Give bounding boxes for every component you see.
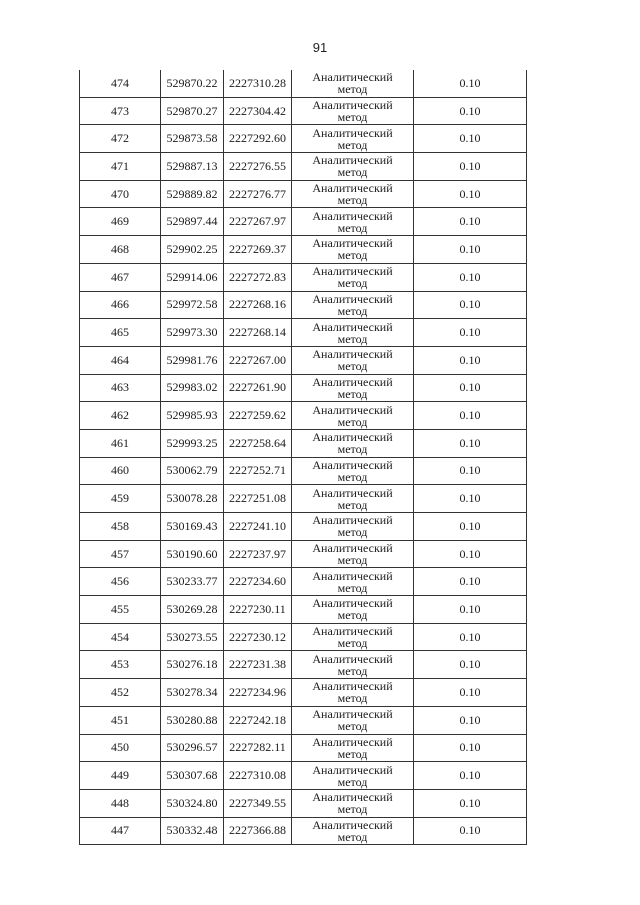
- method-line-2: метод: [337, 137, 368, 152]
- method-line-1: Аналитический: [312, 125, 393, 140]
- point-number-cell: 471: [80, 153, 161, 181]
- y-coordinate-cell: 2227261.90: [224, 374, 292, 402]
- method-line-1: Аналитический: [312, 485, 393, 500]
- x-coordinate-cell: 529972.58: [161, 291, 224, 319]
- method-cell: [292, 263, 414, 291]
- method-cell: [292, 596, 414, 624]
- method-line-1: Аналитический: [312, 430, 393, 445]
- y-coordinate-cell: 2227349.55: [224, 789, 292, 817]
- method-line-1: Аналитический: [312, 70, 393, 85]
- table-row: [80, 180, 527, 208]
- x-coordinate-cell: 530276.18: [161, 651, 224, 679]
- method-cell: [292, 762, 414, 790]
- method-cell: [292, 402, 414, 430]
- method-line-2: метод: [337, 663, 368, 678]
- x-coordinate-cell: 529983.02: [161, 374, 224, 402]
- method-line-1: Аналитический: [312, 153, 393, 168]
- method-line-1: Аналитический: [312, 817, 393, 832]
- point-number-cell: 469: [80, 208, 161, 236]
- method-line-2: метод: [337, 497, 368, 512]
- method-line-2: метод: [337, 719, 368, 734]
- accuracy-cell: 0.10: [414, 734, 527, 762]
- accuracy-cell: 0.10: [414, 706, 527, 734]
- method-line-2: метод: [337, 691, 368, 706]
- y-coordinate-cell: 2227292.60: [224, 125, 292, 153]
- x-coordinate-cell: 530324.80: [161, 789, 224, 817]
- x-coordinate-cell: 529985.93: [161, 402, 224, 430]
- method-cell: [292, 153, 414, 181]
- method-cell: [292, 70, 414, 97]
- x-coordinate-cell: 529973.30: [161, 319, 224, 347]
- y-coordinate-cell: 2227252.71: [224, 457, 292, 485]
- y-coordinate-cell: 2227310.28: [224, 70, 292, 97]
- accuracy-cell: 0.10: [414, 346, 527, 374]
- method-line-1: Аналитический: [312, 541, 393, 556]
- y-coordinate-cell: 2227234.96: [224, 679, 292, 707]
- accuracy-cell: 0.10: [414, 153, 527, 181]
- x-coordinate-cell: 530273.55: [161, 623, 224, 651]
- table-row: [80, 457, 527, 485]
- method-cell: [292, 236, 414, 264]
- table-row: [80, 429, 527, 457]
- y-coordinate-cell: 2227282.11: [224, 734, 292, 762]
- point-number-cell: 455: [80, 596, 161, 624]
- point-number-cell: 453: [80, 651, 161, 679]
- point-number-cell: 449: [80, 762, 161, 790]
- method-line-2: метод: [337, 525, 368, 540]
- x-coordinate-cell: 529870.27: [161, 97, 224, 125]
- method-line-1: Аналитический: [312, 208, 393, 223]
- method-line-2: метод: [337, 829, 368, 844]
- y-coordinate-cell: 2227230.12: [224, 623, 292, 651]
- accuracy-cell: 0.10: [414, 457, 527, 485]
- method-cell: [292, 485, 414, 513]
- x-coordinate-cell: 530278.34: [161, 679, 224, 707]
- accuracy-cell: 0.10: [414, 789, 527, 817]
- accuracy-cell: 0.10: [414, 429, 527, 457]
- table-row: [80, 540, 527, 568]
- point-number-cell: 463: [80, 374, 161, 402]
- method-line-1: Аналитический: [312, 568, 393, 583]
- method-line-2: метод: [337, 220, 368, 235]
- method-line-1: Аналитический: [312, 319, 393, 334]
- accuracy-cell: 0.10: [414, 402, 527, 430]
- method-line-1: Аналитический: [312, 291, 393, 306]
- point-number-cell: 468: [80, 236, 161, 264]
- method-cell: [292, 180, 414, 208]
- method-line-1: Аналитический: [312, 402, 393, 417]
- table-row: [80, 762, 527, 790]
- accuracy-cell: 0.10: [414, 540, 527, 568]
- method-line-1: Аналитический: [312, 624, 393, 639]
- accuracy-cell: 0.10: [414, 817, 527, 845]
- point-number-cell: 457: [80, 540, 161, 568]
- point-number-cell: 456: [80, 568, 161, 596]
- x-coordinate-cell: 530296.57: [161, 734, 224, 762]
- method-cell: [292, 734, 414, 762]
- method-line-2: метод: [337, 193, 368, 208]
- x-coordinate-cell: 530332.48: [161, 817, 224, 845]
- table-row: [80, 513, 527, 541]
- method-cell: [292, 374, 414, 402]
- y-coordinate-cell: 2227276.77: [224, 180, 292, 208]
- method-line-1: Аналитический: [312, 513, 393, 528]
- accuracy-cell: 0.10: [414, 651, 527, 679]
- x-coordinate-cell: 530280.88: [161, 706, 224, 734]
- y-coordinate-cell: 2227304.42: [224, 97, 292, 125]
- method-line-1: Аналитический: [312, 762, 393, 777]
- x-coordinate-cell: 530078.28: [161, 485, 224, 513]
- x-coordinate-cell: 529889.82: [161, 180, 224, 208]
- y-coordinate-cell: 2227276.55: [224, 153, 292, 181]
- method-line-2: метод: [337, 469, 368, 484]
- table-row: [80, 706, 527, 734]
- table-row: [80, 125, 527, 153]
- table-row: [80, 485, 527, 513]
- y-coordinate-cell: 2227269.37: [224, 236, 292, 264]
- method-line-2: метод: [337, 303, 368, 318]
- method-line-1: Аналитический: [312, 707, 393, 722]
- accuracy-cell: 0.10: [414, 485, 527, 513]
- accuracy-cell: 0.10: [414, 374, 527, 402]
- point-number-cell: 452: [80, 679, 161, 707]
- x-coordinate-cell: 529902.25: [161, 236, 224, 264]
- method-line-2: метод: [337, 802, 368, 817]
- table-row: [80, 319, 527, 347]
- point-number-cell: 465: [80, 319, 161, 347]
- method-cell: [292, 97, 414, 125]
- point-number-cell: 450: [80, 734, 161, 762]
- table-row: [80, 817, 527, 845]
- table-row: [80, 346, 527, 374]
- accuracy-cell: 0.10: [414, 236, 527, 264]
- x-coordinate-cell: 529870.22: [161, 70, 224, 97]
- method-line-1: Аналитический: [312, 264, 393, 279]
- point-number-cell: 473: [80, 97, 161, 125]
- y-coordinate-cell: 2227267.97: [224, 208, 292, 236]
- method-cell: [292, 457, 414, 485]
- y-coordinate-cell: 2227366.88: [224, 817, 292, 845]
- x-coordinate-cell: 530190.60: [161, 540, 224, 568]
- method-cell: [292, 429, 414, 457]
- table-row: [80, 208, 527, 236]
- accuracy-cell: 0.10: [414, 319, 527, 347]
- method-cell: [292, 319, 414, 347]
- point-number-cell: 458: [80, 513, 161, 541]
- y-coordinate-cell: 2227310.08: [224, 762, 292, 790]
- table-row: [80, 263, 527, 291]
- method-line-2: метод: [337, 248, 368, 263]
- method-line-1: Аналитический: [312, 457, 393, 472]
- y-coordinate-cell: 2227251.08: [224, 485, 292, 513]
- method-cell: [292, 789, 414, 817]
- y-coordinate-cell: 2227230.11: [224, 596, 292, 624]
- method-line-2: метод: [337, 276, 368, 291]
- method-line-1: Аналитический: [312, 347, 393, 362]
- method-line-1: Аналитический: [312, 181, 393, 196]
- method-line-1: Аналитический: [312, 236, 393, 251]
- x-coordinate-cell: 530062.79: [161, 457, 224, 485]
- method-cell: [292, 679, 414, 707]
- table-row: [80, 97, 527, 125]
- method-line-2: метод: [337, 386, 368, 401]
- x-coordinate-cell: 529981.76: [161, 346, 224, 374]
- point-number-cell: 459: [80, 485, 161, 513]
- method-cell: [292, 208, 414, 236]
- method-cell: [292, 623, 414, 651]
- y-coordinate-cell: 2227242.18: [224, 706, 292, 734]
- method-cell: [292, 651, 414, 679]
- table-row: [80, 789, 527, 817]
- method-cell: [292, 817, 414, 845]
- accuracy-cell: 0.10: [414, 513, 527, 541]
- method-line-1: Аналитический: [312, 679, 393, 694]
- method-line-2: метод: [337, 442, 368, 457]
- x-coordinate-cell: 530233.77: [161, 568, 224, 596]
- accuracy-cell: 0.10: [414, 568, 527, 596]
- method-line-2: метод: [337, 331, 368, 346]
- point-number-cell: 460: [80, 457, 161, 485]
- accuracy-cell: 0.10: [414, 70, 527, 97]
- point-number-cell: 448: [80, 789, 161, 817]
- method-line-2: метод: [337, 746, 368, 761]
- table-row: [80, 236, 527, 264]
- method-cell: [292, 291, 414, 319]
- point-number-cell: 467: [80, 263, 161, 291]
- method-line-2: метод: [337, 165, 368, 180]
- table-row: [80, 568, 527, 596]
- accuracy-cell: 0.10: [414, 97, 527, 125]
- point-number-cell: 454: [80, 623, 161, 651]
- point-number-cell: 470: [80, 180, 161, 208]
- x-coordinate-cell: 529873.58: [161, 125, 224, 153]
- point-number-cell: 466: [80, 291, 161, 319]
- method-line-2: метод: [337, 608, 368, 623]
- table-row: [80, 623, 527, 651]
- table-row: [80, 651, 527, 679]
- y-coordinate-cell: 2227272.83: [224, 263, 292, 291]
- method-line-2: метод: [337, 110, 368, 125]
- x-coordinate-cell: 529897.44: [161, 208, 224, 236]
- table-row: [80, 734, 527, 762]
- accuracy-cell: 0.10: [414, 263, 527, 291]
- table-row: [80, 291, 527, 319]
- coordinates-table: [79, 70, 527, 845]
- y-coordinate-cell: 2227241.10: [224, 513, 292, 541]
- table-row: [80, 70, 527, 97]
- accuracy-cell: 0.10: [414, 125, 527, 153]
- y-coordinate-cell: 2227231.38: [224, 651, 292, 679]
- method-line-2: метод: [337, 636, 368, 651]
- y-coordinate-cell: 2227268.14: [224, 319, 292, 347]
- point-number-cell: 474: [80, 70, 161, 97]
- point-number-cell: 451: [80, 706, 161, 734]
- y-coordinate-cell: 2227234.60: [224, 568, 292, 596]
- method-line-1: Аналитический: [312, 734, 393, 749]
- x-coordinate-cell: 529887.13: [161, 153, 224, 181]
- accuracy-cell: 0.10: [414, 623, 527, 651]
- method-line-1: Аналитический: [312, 596, 393, 611]
- x-coordinate-cell: 529914.06: [161, 263, 224, 291]
- method-cell: [292, 513, 414, 541]
- method-cell: [292, 346, 414, 374]
- method-line-2: метод: [337, 553, 368, 568]
- point-number-cell: 447: [80, 817, 161, 845]
- table-row: [80, 374, 527, 402]
- method-line-1: Аналитический: [312, 98, 393, 113]
- method-line-1: Аналитический: [312, 374, 393, 389]
- point-number-cell: 472: [80, 125, 161, 153]
- x-coordinate-cell: 530307.68: [161, 762, 224, 790]
- table-row: [80, 402, 527, 430]
- accuracy-cell: 0.10: [414, 208, 527, 236]
- accuracy-cell: 0.10: [414, 762, 527, 790]
- coordinates-table-body: [80, 70, 527, 845]
- y-coordinate-cell: 2227259.62: [224, 402, 292, 430]
- method-cell: [292, 568, 414, 596]
- method-line-2: метод: [337, 580, 368, 595]
- accuracy-cell: 0.10: [414, 180, 527, 208]
- method-cell: [292, 125, 414, 153]
- method-line-2: метод: [337, 774, 368, 789]
- method-cell: [292, 540, 414, 568]
- method-line-1: Аналитический: [312, 651, 393, 666]
- point-number-cell: 461: [80, 429, 161, 457]
- method-line-2: метод: [337, 359, 368, 374]
- x-coordinate-cell: 530269.28: [161, 596, 224, 624]
- page-number: 91: [312, 40, 328, 55]
- accuracy-cell: 0.10: [414, 291, 527, 319]
- method-line-2: метод: [337, 82, 368, 97]
- method-line-1: Аналитический: [312, 790, 393, 805]
- method-cell: [292, 706, 414, 734]
- point-number-cell: 464: [80, 346, 161, 374]
- y-coordinate-cell: 2227267.00: [224, 346, 292, 374]
- x-coordinate-cell: 529993.25: [161, 429, 224, 457]
- y-coordinate-cell: 2227237.97: [224, 540, 292, 568]
- x-coordinate-cell: 530169.43: [161, 513, 224, 541]
- point-number-cell: 462: [80, 402, 161, 430]
- table-row: [80, 679, 527, 707]
- y-coordinate-cell: 2227258.64: [224, 429, 292, 457]
- method-line-2: метод: [337, 414, 368, 429]
- table-row: [80, 153, 527, 181]
- accuracy-cell: 0.10: [414, 679, 527, 707]
- accuracy-cell: 0.10: [414, 596, 527, 624]
- table-row: [80, 596, 527, 624]
- y-coordinate-cell: 2227268.16: [224, 291, 292, 319]
